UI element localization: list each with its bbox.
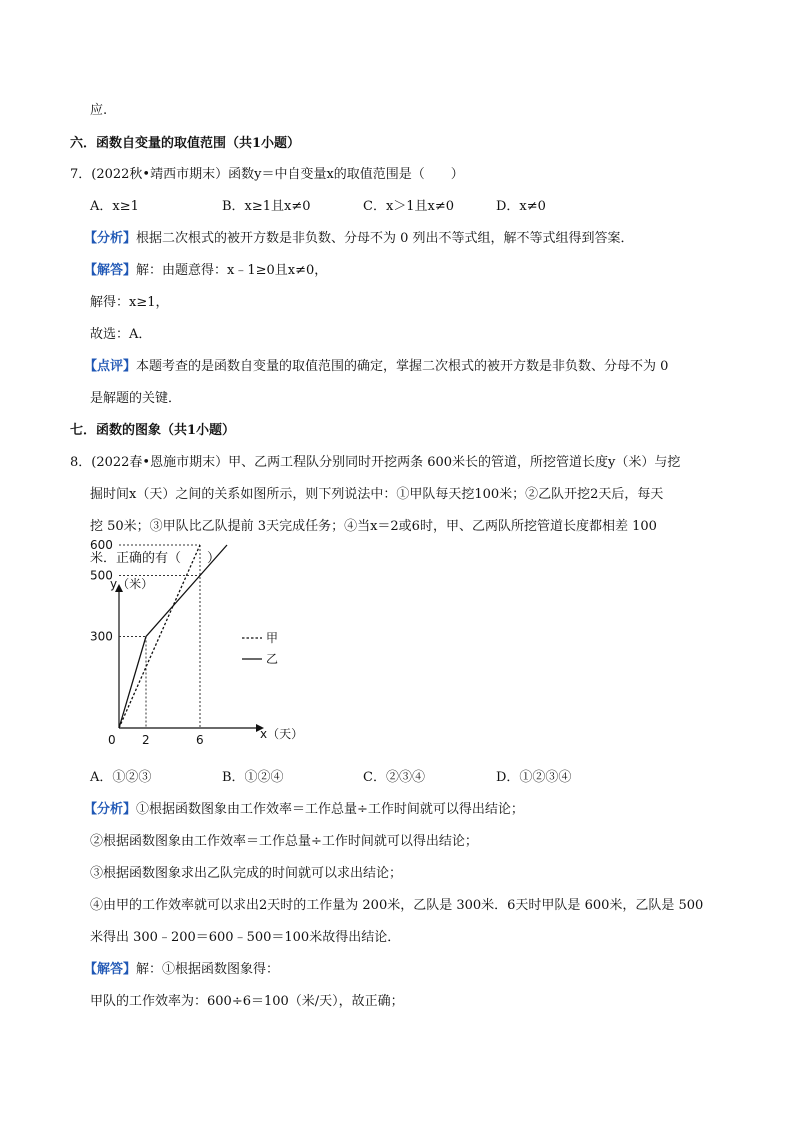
q8-option-d: D．①②③④ bbox=[496, 770, 572, 785]
q8-stem-2: 掘时间x（天）之间的关系如图所示，则下列说法中：①甲队每天挖100米；②乙队开挖2天后，每天 bbox=[90, 487, 664, 502]
answer-label: 【解答】 bbox=[84, 962, 137, 977]
legend-label: 乙 bbox=[266, 652, 279, 666]
q7-comment-1 bbox=[84, 358, 668, 376]
q8-option-c: C．②③④ bbox=[363, 770, 425, 785]
analysis-text: ①根据函数图象由工作效率＝工作总量÷工作时间就可以得出结论； bbox=[136, 802, 524, 817]
answer-label: 【解答】 bbox=[84, 263, 137, 278]
q7-comment-2: 是解题的关键． bbox=[90, 391, 182, 406]
analysis-label: 【分析】 bbox=[84, 231, 137, 246]
comment-text: 本题考查的是函数自变量的取值范围的确定，掌握二次根式的被开方数是非负数、分母不为 0 bbox=[136, 359, 669, 374]
legend-label: 甲 bbox=[266, 631, 279, 645]
x-tick-label: 2 bbox=[142, 733, 150, 747]
q8-option-b: B．①②④ bbox=[222, 770, 284, 785]
y-axis-label: y（米） bbox=[110, 577, 154, 591]
q7-option-a: A．x≥1 bbox=[90, 199, 139, 214]
x-axis-label: x（天） bbox=[260, 727, 304, 741]
analysis-text: 根据二次根式的被开方数是非负数、分母不为 0 列出不等式组，解不等式组得到答案． bbox=[136, 231, 634, 246]
section-7-heading: 七．函数的图象（共1小题） bbox=[70, 423, 236, 438]
y-tick-label: 300 bbox=[90, 629, 113, 644]
answer-text: 解：①根据函数图象得： bbox=[136, 962, 280, 977]
q8-analysis-3: ③根据函数图象求出乙队完成的时间就可以求出结论； bbox=[90, 866, 403, 881]
q7-choice: 故选：A． bbox=[90, 327, 152, 342]
q8-stem-1: 8．(2022春•恩施市期末）甲、乙两工程队分别同时开挖两条 600米长的管道，所挖管道长度y（米）与挖 bbox=[70, 455, 681, 470]
q7-option-d: D．x≠0 bbox=[496, 199, 546, 214]
q8-analysis-1 bbox=[84, 801, 524, 819]
analysis-label: 【分析】 bbox=[84, 802, 137, 817]
y-tick-label: 600 bbox=[90, 538, 113, 552]
q8-answer-1 bbox=[84, 961, 279, 979]
comment-label: 【点评】 bbox=[84, 359, 137, 374]
q7-solve: 解得：x≥1， bbox=[90, 295, 169, 310]
q8-analysis-4: ④由甲的工作效率就可以求出2天时的工作量为 200米，乙队是 300米．6天时甲队是 600米，乙队是 500 bbox=[90, 898, 704, 913]
q8-stem-3: 挖 50米；③甲队比乙队提前 3天完成任务；④当x＝2或6时，甲、乙两队所挖管道长度都相差 100 bbox=[90, 519, 657, 534]
q7-answer bbox=[84, 262, 327, 280]
q7-option-c: C．x＞1且x≠0 bbox=[363, 199, 455, 214]
x-tick-label: 0 bbox=[108, 733, 116, 747]
q8-option-a: A．①②③ bbox=[90, 770, 152, 785]
section-6-heading: 六．函数自变量的取值范围（共1小题） bbox=[70, 136, 301, 151]
q7-stem: 7．(2022秋•靖西市期末）函数y＝中自变量x的取值范围是（ ） bbox=[70, 167, 464, 182]
q8-stem-4: 米．正确的有（ ） bbox=[90, 551, 221, 566]
q7-option-b: B．x≥1且x≠0 bbox=[222, 199, 311, 214]
y-tick-label: 500 bbox=[90, 568, 113, 583]
q8-analysis-2: ②根据函数图象由工作效率＝工作总量÷工作时间就可以得出结论； bbox=[90, 834, 478, 849]
q7-analysis bbox=[84, 230, 634, 248]
q8-analysis-5: 米得出 300﹣200＝600﹣500＝100米故得出结论． bbox=[90, 930, 401, 945]
x-tick-label: 6 bbox=[196, 733, 204, 747]
top-line: 应. bbox=[90, 103, 108, 118]
q8-answer-2: 甲队的工作效率为：600÷6＝100（米/天），故正确； bbox=[90, 994, 404, 1009]
answer-text: 解：由题意得：x﹣1≥0且x≠0， bbox=[136, 263, 328, 278]
